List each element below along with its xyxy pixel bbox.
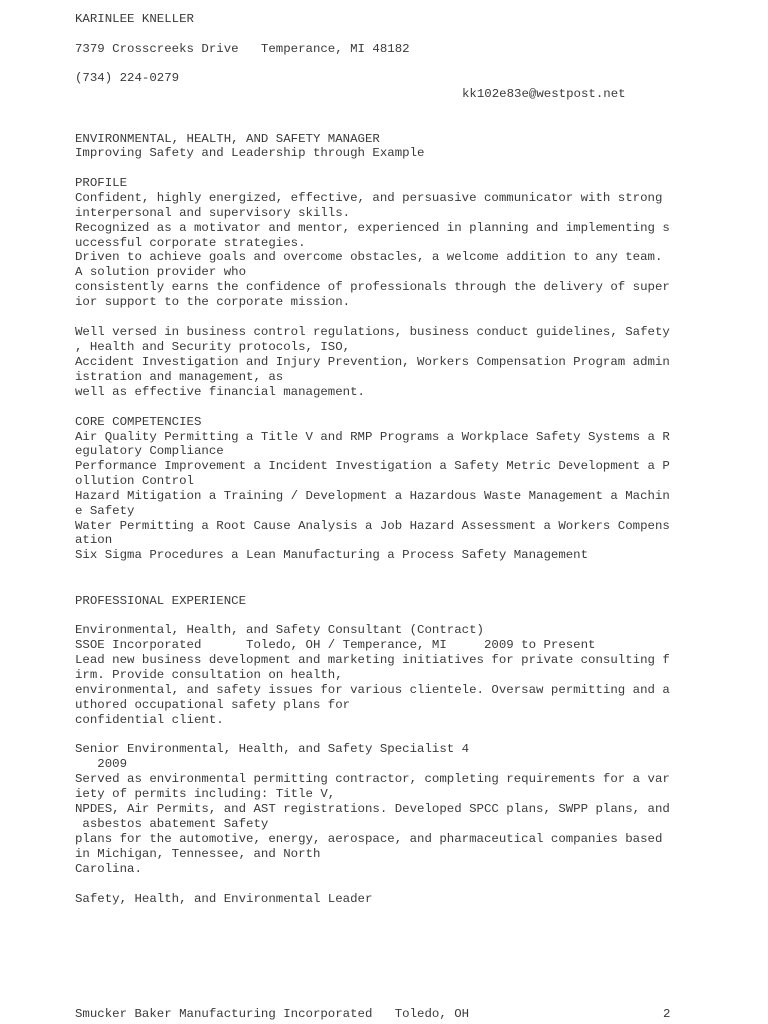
- competency-line: ollution Control: [75, 474, 194, 488]
- job-description-line: Carolina.: [75, 862, 142, 876]
- phone: (734) 224-0279: [75, 71, 180, 85]
- profile-line: consistently earns the confidence of professionals through the delivery of super: [75, 280, 670, 294]
- tagline: Improving Safety and Leadership through Example: [75, 146, 425, 160]
- profile-line: well as effective financial management.: [75, 385, 365, 399]
- competencies-heading: CORE COMPETENCIES: [75, 415, 202, 429]
- email: kk102e83e@westpost.net: [462, 87, 626, 101]
- job-company-line: SSOE Incorporated Toledo, OH / Temperance, MI 2009 to Present: [75, 638, 596, 652]
- profile-line: , Health and Security protocols, ISO,: [75, 340, 351, 354]
- job-description-line: irm. Provide consultation on health,: [75, 668, 343, 682]
- competency-line: egulatory Compliance: [75, 444, 224, 458]
- job-title: Safety, Health, and Environmental Leader: [75, 892, 373, 906]
- competency-line: Performance Improvement a Incident Investigation a Safety Metric Development a P: [75, 459, 670, 473]
- profile-line: Well versed in business control regulations, business conduct guidelines, Safety: [75, 325, 670, 339]
- profile-heading: PROFILE: [75, 176, 128, 190]
- job-description-line: NPDES, Air Permits, and AST registrations. Developed SPCC plans, SWPP plans, and: [75, 802, 670, 816]
- competency-line: Hazard Mitigation a Training / Development a Hazardous Waste Management a Machin: [75, 489, 670, 503]
- profile-line: uccessful corporate strategies.: [75, 236, 306, 250]
- job-description-line: Lead new business development and marketing initiatives for private consulting f: [75, 653, 670, 667]
- job-title: Senior Environmental, Health, and Safety Specialist 4: [75, 742, 470, 756]
- competency-line: Six Sigma Procedures a Lean Manufacturing a Process Safety Management: [75, 548, 589, 562]
- competency-line: Water Permitting a Root Cause Analysis a Job Hazard Assessment a Workers Compens: [75, 519, 670, 533]
- role-title: ENVIRONMENTAL, HEALTH, AND SAFETY MANAGER: [75, 132, 380, 146]
- profile-line: Accident Investigation and Injury Prevention, Workers Compensation Program admin: [75, 355, 670, 369]
- profile-line: ior support to the corporate mission.: [75, 295, 351, 309]
- experience-heading: PROFESSIONAL EXPERIENCE: [75, 594, 247, 608]
- profile-line: istration and management, as: [75, 370, 284, 384]
- profile-line: A solution provider who: [75, 265, 247, 279]
- job-description-line: in Michigan, Tennessee, and North: [75, 847, 321, 861]
- profile-line: Confident, highly energized, effective, and persuasive communicator with strong: [75, 191, 663, 205]
- job-description-line: plans for the automotive, energy, aerospace, and pharmaceutical companies based: [75, 832, 663, 846]
- candidate-name: KARINLEE KNELLER: [75, 12, 194, 26]
- profile-line: interpersonal and supervisory skills.: [75, 206, 351, 220]
- job-description-line: environmental, and safety issues for various clientele. Oversaw permitting and a: [75, 683, 670, 697]
- job-description-line: iety of permits including: Title V,: [75, 787, 336, 801]
- job-description-line: asbestos abatement Safety: [75, 817, 269, 831]
- address: 7379 Crosscreeks Drive Temperance, MI 48182: [75, 42, 410, 56]
- competency-line: Air Quality Permitting a Title V and RMP Programs a Workplace Safety Systems a R: [75, 430, 670, 444]
- footer-company: Smucker Baker Manufacturing Incorporated Toledo, OH: [75, 1007, 470, 1021]
- competency-line: e Safety: [75, 504, 135, 518]
- profile-line: Driven to achieve goals and overcome obstacles, a welcome addition to any team.: [75, 250, 663, 264]
- competency-line: ation: [75, 533, 113, 547]
- job-description-line: confidential client.: [75, 713, 224, 727]
- job-description-line: uthored occupational safety plans for: [75, 698, 351, 712]
- job-year: 2009: [75, 757, 128, 771]
- page-number: 2: [663, 1007, 671, 1021]
- profile-line: Recognized as a motivator and mentor, experienced in planning and implementing s: [75, 221, 670, 235]
- job-description-line: Served as environmental permitting contractor, completing requirements for a var: [75, 772, 670, 786]
- job-title: Environmental, Health, and Safety Consultant (Contract): [75, 623, 484, 637]
